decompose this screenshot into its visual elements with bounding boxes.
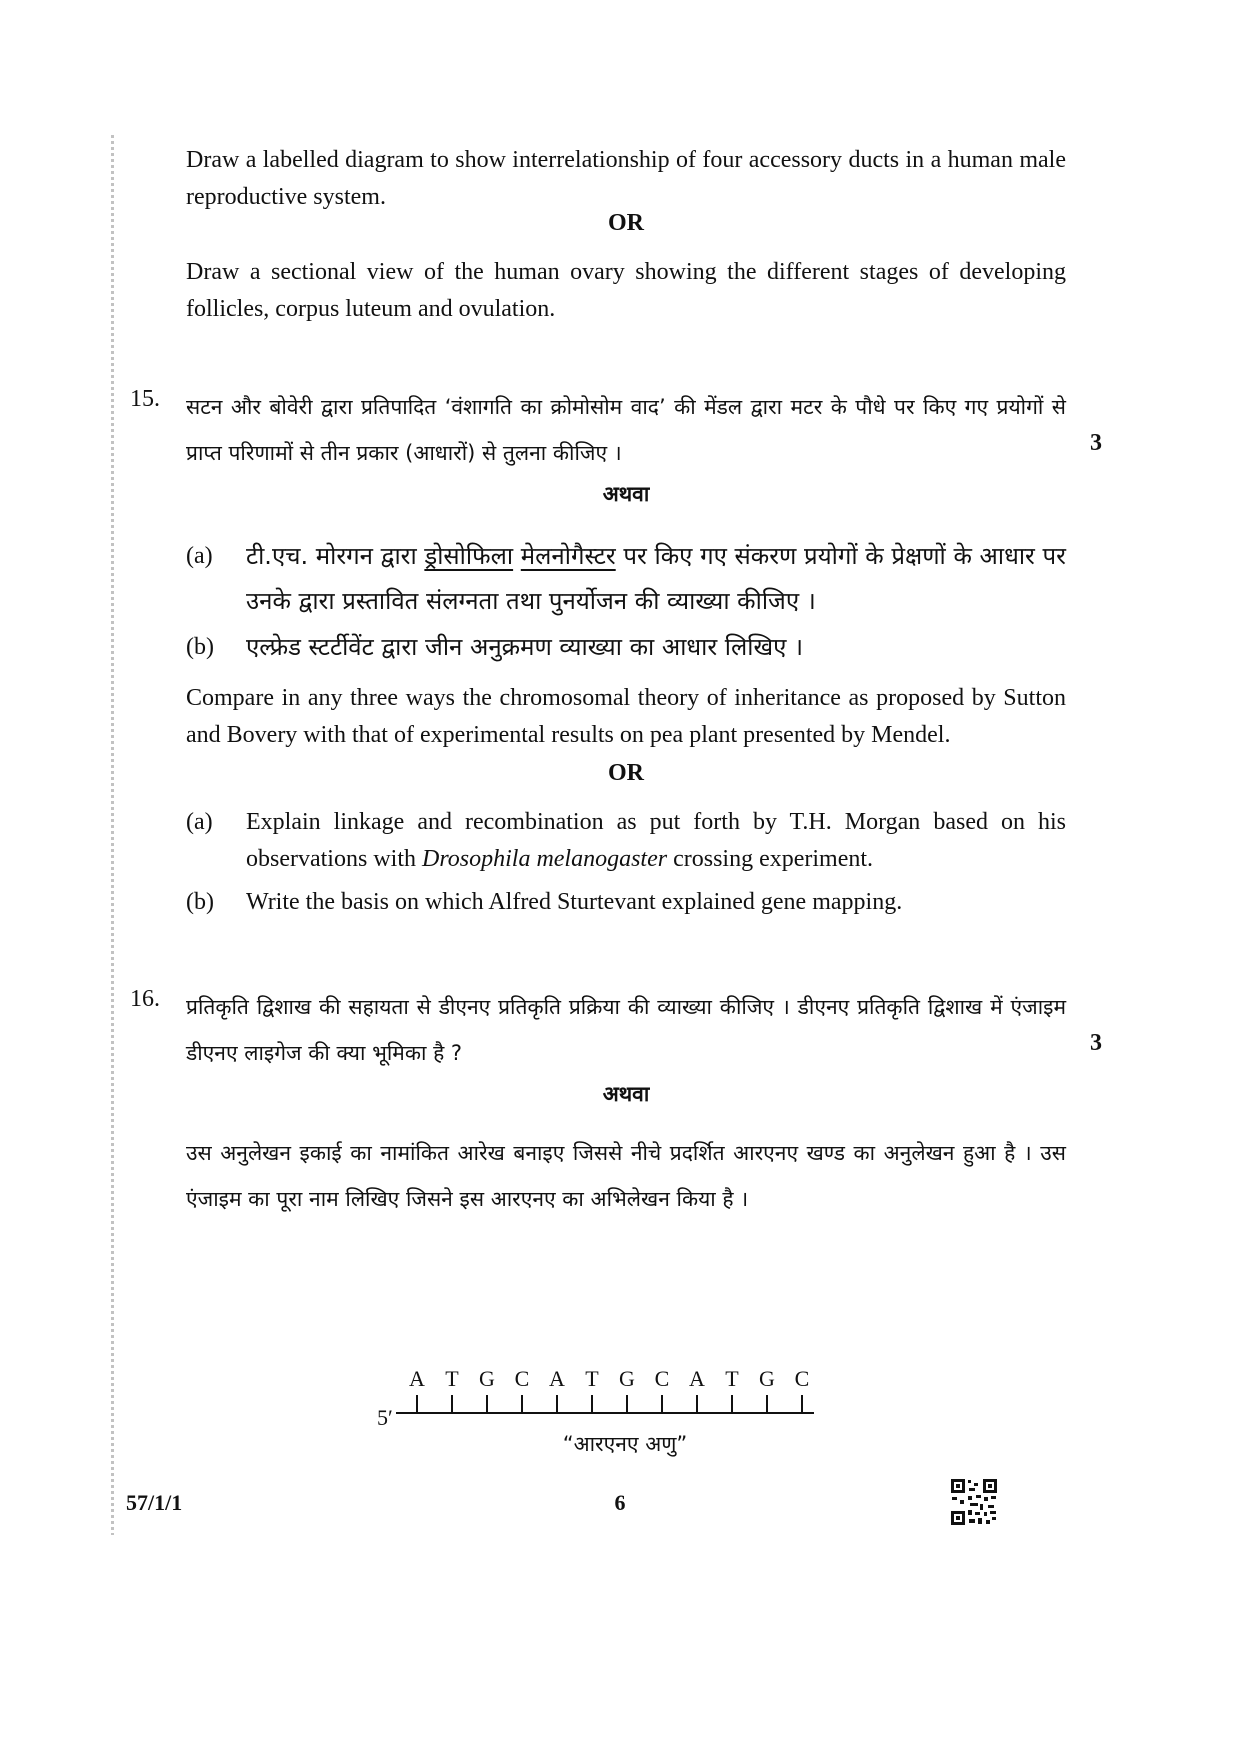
sequence-base: G	[479, 1366, 495, 1391]
sequence-base: T	[725, 1366, 739, 1391]
five-prime-label: 5′	[377, 1405, 393, 1430]
sequence-base: T	[585, 1366, 599, 1391]
q15-hindi-part-a-post: पर किए गए संकरण प्रयोगों के प्रेक्षणों के आधार पर उनके द्वारा प्रस्तावित संलग्नता तथा पुनर्योजन की व्याख्या कीजिए ।	[246, 542, 1066, 615]
q14-english-ovary-question: Draw a sectional view of the human ovary showing the different stages of developing follicles, corpus luteum and ovulation.	[186, 259, 1066, 322]
q15-english-part-b-label: (b)	[186, 889, 214, 915]
q15-hindi-question: सटन और बोवेरी द्वारा प्रतिपादित ‘वंशागति का क्रोमोसोम वाद’ की मेंडल द्वारा मटर के पौधे पर किए गए प्रयोगों से प्राप्त परिणामों से तीन प्रकार (आधारों) से तुलना कीजिए ।	[186, 395, 1066, 465]
q15-hindi-drosophila: ड्रोसोफिला	[424, 542, 514, 570]
q15-hindi-part-a-pre: टी.एच. मोरगन द्वारा	[246, 542, 425, 570]
q15-english-part-b-text: Write the basis on which Alfred Sturtevant explained gene mapping.	[246, 889, 903, 915]
q16-hindi-question: प्रतिकृति द्विशाख की सहायता से डीएनए प्रतिकृति प्रक्रिया की व्याख्या कीजिए । डीएनए प्रतिकृति द्विशाख में एंजाइम डीएनए लाइगेज की क्या भूमिका है ?	[186, 995, 1066, 1065]
sequence-base: A	[409, 1366, 425, 1391]
q14-or-divider: OR	[608, 210, 644, 236]
q15-hindi-or-divider: अथवा	[602, 482, 650, 506]
q15-english-part-a-pre: Explain linkage and recombination as put forth by T.H. Morgan based on his observations with	[246, 809, 1066, 872]
qr-code-icon	[950, 1478, 998, 1526]
q15-marks: 3	[1090, 430, 1102, 456]
sequence-group	[409, 1366, 809, 1413]
paper-code: 57/1/1	[126, 1490, 183, 1515]
q16-marks: 3	[1090, 1030, 1102, 1056]
q14-english-diagram-question: Draw a labelled diagram to show interrelationship of four accessory ducts in a human male reproductive system.	[186, 147, 1066, 210]
q15-hindi-part-b-text: एल्फ्रेड स्टर्टीवेंट द्वारा जीन अनुक्रमण व्याख्या का आधार लिखिए ।	[246, 633, 804, 661]
q15-english-part-a-post: crossing experiment.	[667, 846, 874, 872]
sequence-base: C	[514, 1366, 530, 1391]
q16-hindi-alternative-question: उस अनुलेखन इकाई का नामांकित आरेख बनाइए जिससे नीचे प्रदर्शित आरएनए खण्ड का अनुलेखन हुआ है । उस एंजाइम का पूरा नाम लिखिए जिसने इस आरएनए का अभिलेखन किया है ।	[186, 1141, 1066, 1211]
q15-english-species-name: Drosophila melanogaster	[421, 846, 668, 872]
page-number: 6	[614, 1490, 626, 1515]
sequence-base: C	[794, 1366, 810, 1391]
q15-hindi-melanogaster: मेलनोगैस्टर	[520, 542, 616, 570]
q16-hindi-or-divider: अथवा	[602, 1082, 650, 1106]
sequence-base: A	[689, 1366, 705, 1391]
q15-number: 15.	[130, 386, 160, 412]
q15-english-part-a-label: (a)	[186, 809, 213, 835]
sequence-base: T	[445, 1366, 459, 1391]
q15-hindi-part-a-label: (a)	[186, 543, 213, 569]
sequence-base: G	[759, 1366, 775, 1391]
q15-hindi-part-b-label: (b)	[186, 634, 214, 660]
sequence-base: C	[654, 1366, 670, 1391]
rna-molecule-label: “आरएनए अणु”	[562, 1432, 688, 1456]
q16-number: 16.	[130, 986, 160, 1012]
q15-english-question: Compare in any three ways the chromosomal theory of inheritance as proposed by Sutton and Bovery with that of experimental results on pea plant presented by Mendel.	[186, 685, 1066, 748]
sequence-base: G	[619, 1366, 635, 1391]
sequence-base: A	[549, 1366, 565, 1391]
q15-english-or-divider: OR	[608, 760, 644, 786]
